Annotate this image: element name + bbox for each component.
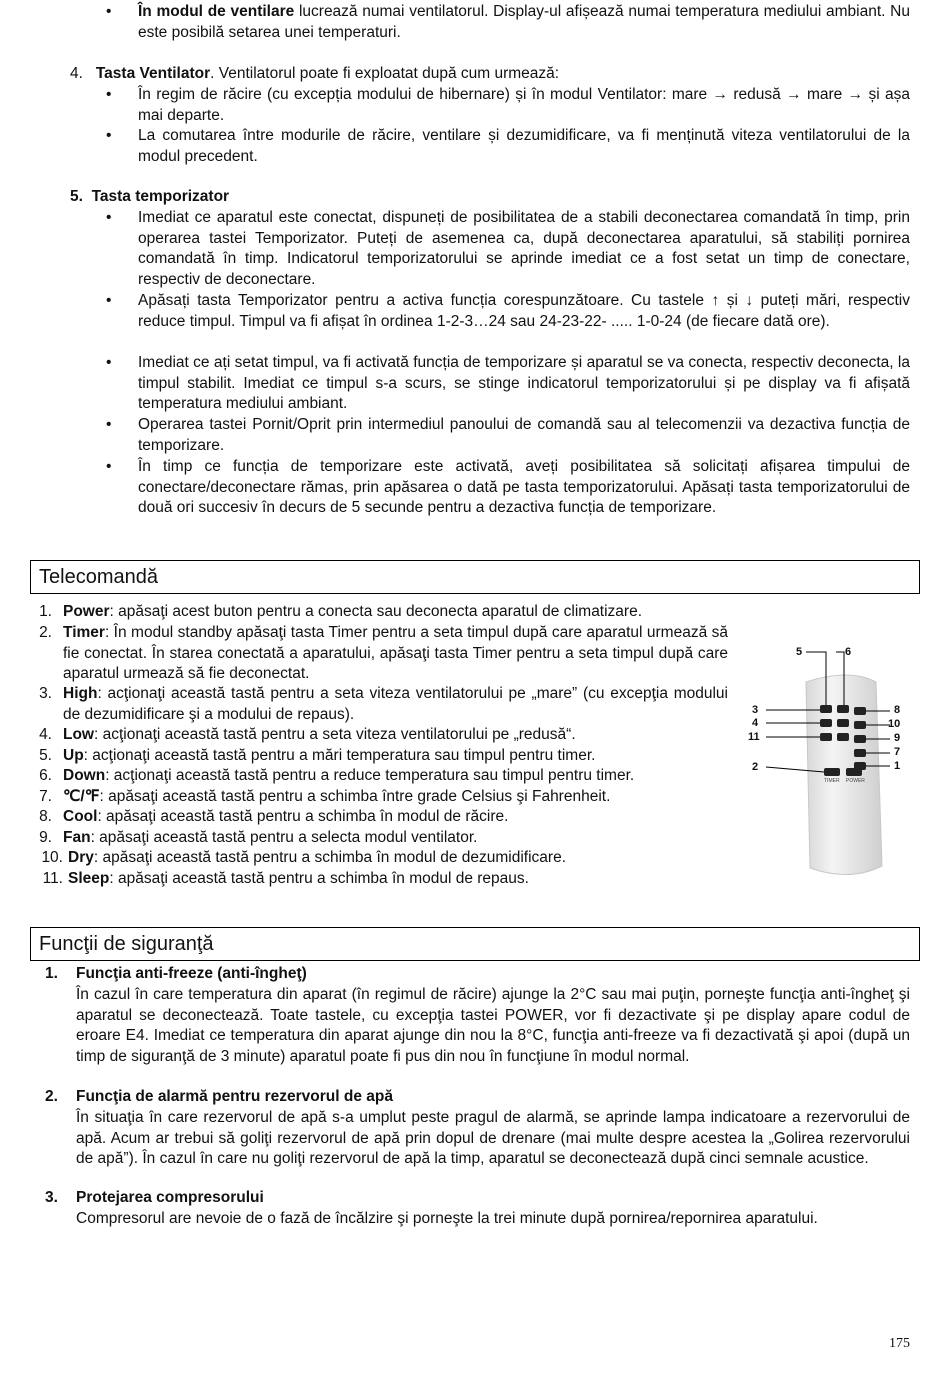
bullet-dot: •	[106, 127, 112, 144]
list-item: Sleep: apăsaţi această tastă pentru a schimba în modul de repaus.	[68, 870, 529, 887]
safety-item-number: 2.	[45, 1088, 58, 1105]
safety-item-number: 1.	[45, 965, 58, 982]
section-5-heading: 5. Tasta temporizator	[70, 188, 230, 205]
bullet-dot: •	[106, 458, 112, 475]
callout-9: 9	[894, 732, 901, 744]
callout-1: 1	[894, 760, 901, 772]
list-item: Dry: apăsaţi această tastă pentru a schimba în modul de dezumidificare.	[68, 849, 567, 866]
safety-item-title: Funcţia de alarmă pentru rezervorul de apă	[76, 1088, 393, 1105]
safety-item-body: În cazul în care temperatura din aparat (în regimul de răcire) ajunge la 2°C sau mai puţin, porneşte funcţia anti-îngheţ şi aparatul se deconectează. Toate tastele, cu excepţia tastei POWER, vor fi dezactivate şi pe display apare codul de eroare E4. Imediat ce temperatura din aparat ajunge din nou la 8°C, funcţia anti-freeze va fi dezactivată şi apoi (după un timp de siguranţă de 3 minute) aparatul poate fi pus din nou în funcţiune în modul normal.	[76, 986, 910, 1065]
bullet-dot: •	[106, 354, 112, 371]
list-item-number: 9.	[39, 829, 52, 846]
timer-button-label: TIMER	[824, 778, 840, 784]
list-item-number: 5.	[39, 747, 52, 764]
callout-4: 4	[752, 717, 759, 729]
remote-section-heading: Telecomandă	[39, 566, 158, 588]
section-5-bullet-2: Apăsați tasta Temporizator pentru a activa funcția corespunzătoare. Cu tastele ↑ și ↓ puteți mări, respectiv reduce timpul. Timpul va fi afișat în ordinea 1-2-3…24 sau 24-23-22- ..... 1-0-24 (de fiecare dată ore).	[138, 292, 910, 330]
list-item-number: 3.	[39, 685, 52, 702]
section-4-bullet-2: La comutarea între modurile de răcire, ventilare și dezumidificare, va fi menținută viteza ventilatorului de la modul precedent.	[138, 127, 910, 165]
remote-section-heading-box	[30, 560, 920, 594]
list-item: Low: acţionaţi această tastă pentru a seta viteza ventilatorului pe „redusă“.	[63, 726, 576, 743]
section-5-bullet-1: Imediat ce aparatul este conectat, dispuneți de posibilitatea de a stabili deconectarea comandată în timp, prin operarea tastei Temporizator. Puteți de asemenea ca, după deconectarea aparatului, să stabiliți pornirea comandată în timp. Indicatorul temporizatorului se aprinde imediat ce a fost setat un timp de conectare, respectiv de deconectare.	[138, 209, 910, 288]
list-item-number: 8.	[39, 808, 52, 825]
list-item: Timer: În modul standby apăsaţi tasta Timer pentru a seta timpul după care aparatul urmează să fie conectat. În starea conectată a aparatului, apăsaţi tasta Timer pentru a seta timpul după care aparatul urmează să fie deconectat.	[63, 624, 728, 683]
callout-11: 11	[748, 731, 760, 743]
callout-8: 8	[894, 704, 901, 716]
safety-item-title: Protejarea compresorului	[76, 1189, 264, 1206]
callout-2: 2	[752, 761, 759, 773]
bullet-dot: •	[106, 416, 112, 433]
callout-6: 6	[845, 646, 852, 658]
list-item-number: 1.	[39, 603, 52, 620]
list-item: Power: apăsaţi acest buton pentru a conecta sau deconecta aparatul de climatizare.	[63, 603, 643, 620]
safety-item-body: În situaţia în care rezervorul de apă s-a umplut peste pragul de alarmă, se aprinde lampa indicatoare a rezervorului de apă. Acum ar trebui să goliţi rezervorul de apă prin dopul de drenare (mai multe despre acestea la „Golirea rezervorului de apă”). În cazul în care nu goliţi rezervorul de apă la timp, aparatul se deconectează după cinci semnale acustice.	[76, 1109, 910, 1168]
remote-control-figure	[740, 630, 920, 890]
bullet-dot: •	[106, 3, 112, 20]
top-bullet-text: În modul de ventilare lucrează numai ventilatorul. Display-ul afișează numai temperatura mediului ambiant. Nu este posibilă setarea unei temperaturi.	[138, 3, 910, 41]
list-item-number: 11.	[42, 870, 63, 887]
list-item-number: 4.	[39, 726, 52, 743]
list-item: Fan: apăsaţi această tastă pentru a selecta modul ventilator.	[63, 829, 478, 846]
section-4-heading: 4. Tasta Ventilator. Ventilatorul poate fi exploatat după cum urmează:	[70, 65, 560, 82]
safety-item-title: Funcţia anti-freeze (anti-îngheţ)	[76, 965, 307, 982]
list-item-number: 2.	[39, 624, 52, 641]
section-5-bullet-4: Operarea tastei Pornit/Oprit prin intermediul panoului de comandă sau al telecomenzii va dezactiva funcția de temporizare.	[138, 416, 910, 454]
bullet-dot: •	[106, 209, 112, 226]
list-item: Up: acţionaţi această tastă pentru a mări temperatura sau timpul pentru timer.	[63, 747, 596, 764]
safety-section-heading: Funcţii de siguranţă	[39, 933, 214, 955]
callout-10: 10	[888, 718, 901, 730]
list-item: Down: acţionaţi această tastă pentru a reduce temperatura sau timpul pentru timer.	[63, 767, 635, 784]
bullet-dot: •	[106, 292, 112, 309]
list-item: ℃/℉: apăsaţi această tastă pentru a schimba între grade Celsius şi Fahrenheit.	[63, 788, 611, 805]
callout-5: 5	[796, 646, 803, 658]
section-4-bullet-1: În regim de răcire (cu excepția modului de hibernare) și în modul Ventilator: mare → redusă → mare → și așa mai departe.	[138, 86, 910, 124]
remote-control-illustration	[740, 630, 920, 890]
bullet-dot: •	[106, 86, 112, 103]
list-item-number: 10.	[41, 849, 63, 866]
list-item-number: 7.	[39, 788, 52, 805]
callout-7: 7	[894, 746, 901, 758]
section-5-bullet-3: Imediat ce ați setat timpul, va fi activată funcția de temporizare și aparatul se va conecta, respectiv deconecta, la timpul stabilit. Imediat ce timpul s-a scurs, se stinge indicatorul temporizatorului și pe display va fi afișată temperatura mediului ambiant.	[138, 354, 910, 413]
safety-item-body: Compresorul are nevoie de o fază de încălzire şi porneşte la trei minute după pornirea/repornirea aparatului.	[76, 1210, 818, 1227]
power-button-label: POWER	[846, 778, 865, 784]
callout-3: 3	[752, 704, 759, 716]
list-item: High: acţionaţi această tastă pentru a seta viteza ventilatorului pe „mare” (cu excepţia modului de dezumidificare şi a modului de repaus).	[63, 685, 728, 723]
safety-section-heading-box	[30, 927, 920, 961]
list-item: Cool: apăsaţi această tastă pentru a schimba în modul de răcire.	[63, 808, 509, 825]
page-number: 175	[889, 1336, 910, 1351]
safety-item-number: 3.	[45, 1189, 58, 1206]
list-item-number: 6.	[39, 767, 52, 784]
section-5-bullet-5: În timp ce funcția de temporizare este activată, aveți posibilitatea să solicitați afișarea timpului de conectare/deconectare rămas, prin apăsarea o dată pe tasta temporizatorului. Apăsați tasta temporizatorului de două ori succesiv în decurs de 5 secunde pentru a dezactiva funcția de temporizare.	[138, 458, 910, 517]
